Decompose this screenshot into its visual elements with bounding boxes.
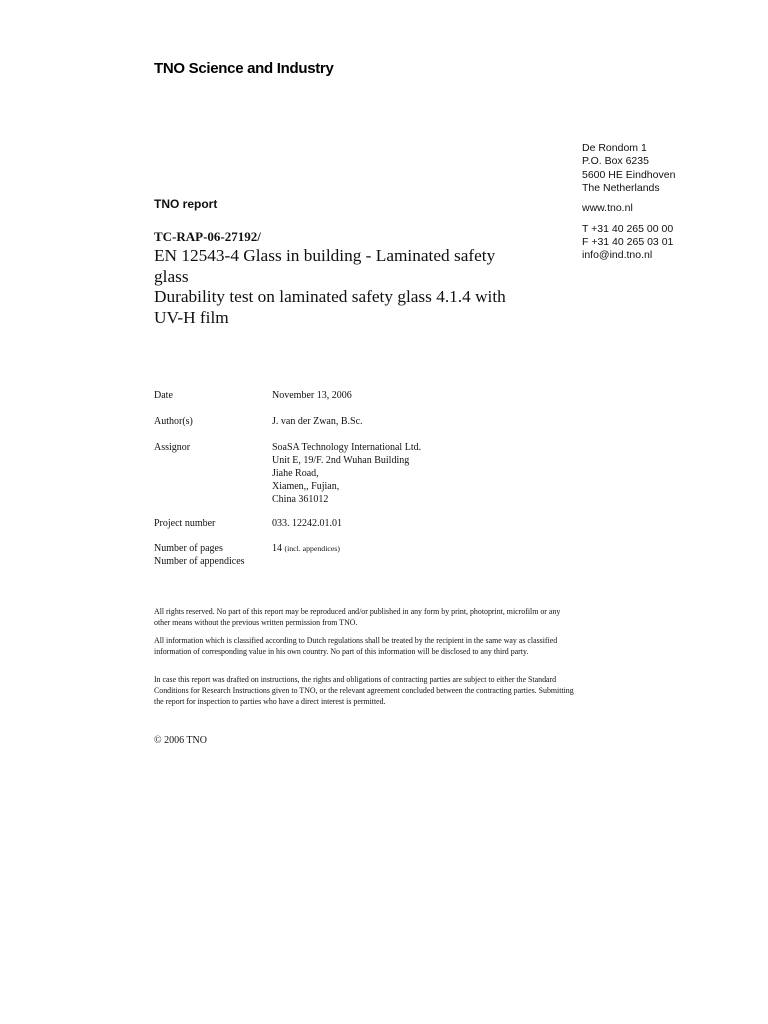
project-number-value: 033. 12242.01.01 <box>272 518 342 529</box>
title-line-2: Durability test on laminated safety glass 4.1.4 with UV-H film <box>154 287 506 327</box>
legal-classified: All information which is classified according to Dutch regulations shall be treated by the recipient in the same way as classified information of corresponding value in his own country. No part of this information will be disclosed to any third party. <box>154 636 558 656</box>
phone-number: T +31 40 265 00 00 <box>582 223 674 235</box>
assignor-line: China 361012 <box>272 493 329 505</box>
title-line-1: EN 12543-4 Glass in building - Laminated safety glass <box>154 246 496 286</box>
address-city: 5600 HE Eindhoven <box>582 168 676 181</box>
date-value: November 13, 2006 <box>272 390 352 401</box>
project-number-label: Project number <box>154 518 216 529</box>
fax-number: F +31 40 265 03 01 <box>582 236 674 248</box>
pages-value: 14 <box>272 543 282 554</box>
author-value: J. van der Zwan, B.Sc. <box>272 416 363 427</box>
pages-note: (incl. appendices) <box>284 544 340 553</box>
website-link[interactable]: www.tno.nl <box>582 202 633 214</box>
assignor-address <box>272 442 421 507</box>
pages-label: Number of pages <box>154 543 223 554</box>
email-link[interactable]: info@ind.tno.nl <box>582 249 653 261</box>
legal-rights: All rights reserved. No part of this report may be reproduced and/or published in any form by print, photoprint, microfilm or any other means without the previous written permission from TNO. <box>154 607 561 627</box>
contact-block <box>582 223 673 262</box>
report-title <box>154 246 534 328</box>
assignor-line: Jiahe Road, <box>272 467 319 479</box>
address-street: De Rondom 1 <box>582 142 647 154</box>
report-number: TC-RAP-06-27192/ <box>154 229 261 244</box>
appendices-label: Number of appendices <box>154 556 245 567</box>
report-label: TNO report <box>154 197 218 211</box>
assignor-line: SoaSA Technology International Ltd. <box>272 442 422 453</box>
address-block <box>582 142 675 195</box>
assignor-label: Assignor <box>154 442 191 453</box>
address-country: The Netherlands <box>582 181 660 194</box>
address-po-box: P.O. Box 6235 <box>582 155 649 168</box>
copyright: © 2006 TNO <box>154 735 207 746</box>
assignor-line: Unit E, 19/F. 2nd Wuhan Building <box>272 454 410 466</box>
author-label: Author(s) <box>154 416 193 427</box>
date-label: Date <box>154 390 173 401</box>
assignor-line: Xiamen,, Fujian, <box>272 480 340 492</box>
legal-instructions: In case this report was drafted on instructions, the rights and obligations of contracting parties are subject to either the Standard Conditions for Research Instructions given to TNO, or the relevant agreement concluded between the contracting parties. Submitting the report for inspection to parties who have a direct interest is permitted. <box>154 675 574 706</box>
tno-logo: TNO Science and Industry <box>154 60 334 77</box>
pages-value-group <box>272 543 340 556</box>
